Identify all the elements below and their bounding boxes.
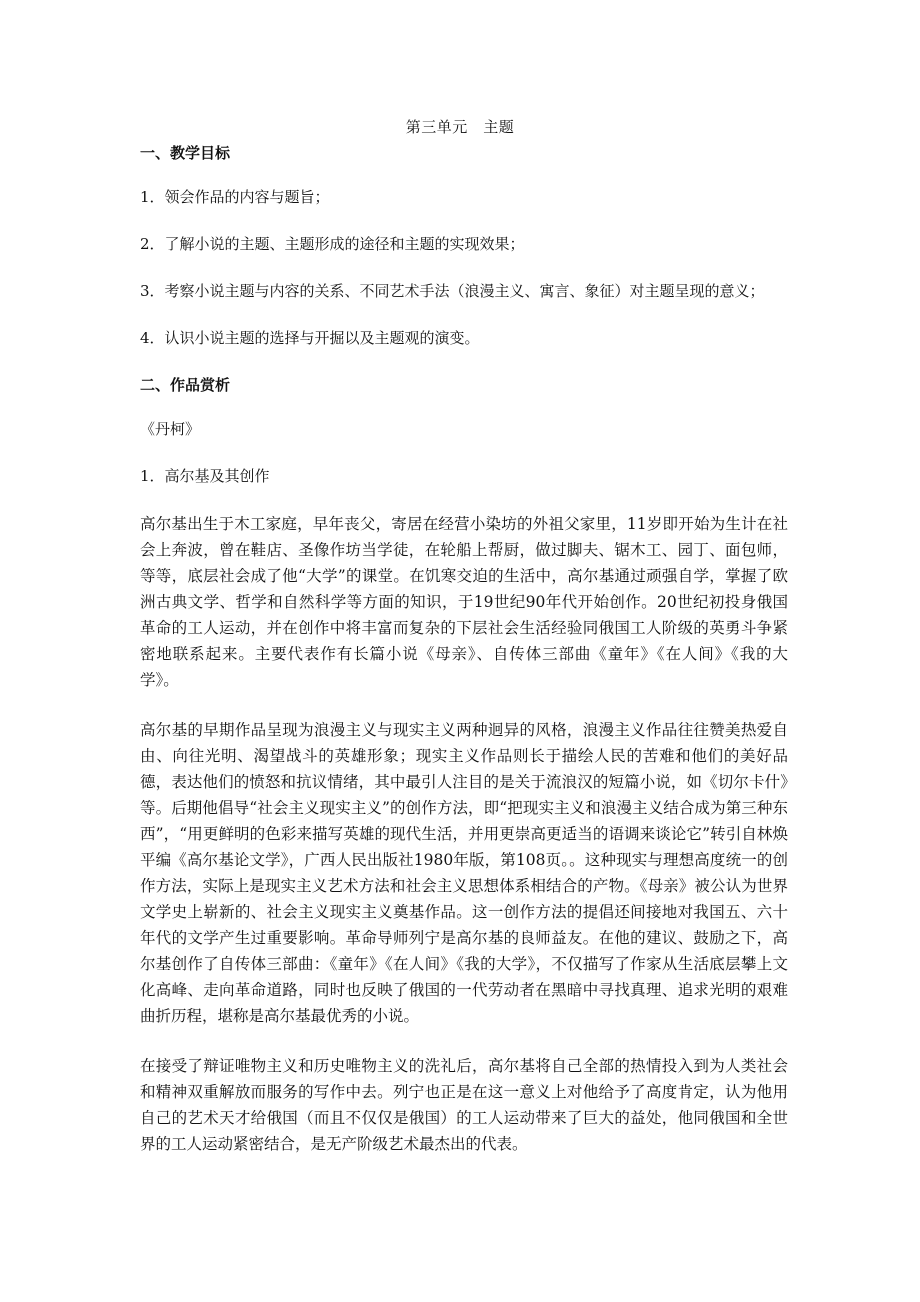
goal-item: 4．认识小说主题的选择与开掘以及主题观的演变。: [140, 329, 480, 347]
document-body: [140, 141, 788, 1181]
body-paragraph: 在接受了辩证唯物主义和历史唯物主义的洗礼后，高尔基将自己全部的热情投入到为人类社会和精神双重解放而服务的写作中去。列宁也正是在这一意义上对他给予了高度肯定，认为他用自己的艺术天才给俄国（而且不仅仅是俄国）的工人运动带来了巨大的益处，他同俄国和全世界的工人运动紧密结合，是无产阶级艺术最杰出的代表。: [140, 1057, 788, 1153]
goal-item: 2．了解小说的主题、主题形成的途径和主题的实现效果；: [140, 235, 525, 253]
goal-item: 1．领会作品的内容与题旨；: [140, 188, 330, 206]
body-paragraph: 高尔基出生于木工家庭，早年丧父，寄居在经营小染坊的外祖父家里，11岁即开始为生计在社会上奔波，曾在鞋店、圣像作坊当学徒，在轮船上帮厨，做过脚夫、锯木工、园丁、面包师，等等，底层社会成了他“大学”的课堂。在饥寒交迫的生活中，高尔基通过顽强自学，掌握了欧洲古典文学、哲学和自然科学等方面的知识，于19世纪90年代开始创作。20世纪初投身俄国革命的工人运动，并在创作中将丰富而复杂的下层社会生活经验同俄国工人阶级的英勇斗争紧密地联系起来。主要代表作有长篇小说《母亲》、自传体三部曲《童年》《在人间》《我的大学》。: [140, 515, 788, 689]
page-title: 第三单元 主题: [405, 118, 515, 136]
body-paragraph: 高尔基的早期作品呈现为浪漫主义与现实主义两种迥异的风格，浪漫主义作品往往赞美热爱自由、向往光明、渴望战斗的英雄形象；现实主义作品则长于描绘人民的苦难和他们的美好品德，表达他们的愤怒和抗议情绪，其中最引人注目的是关于流浪汉的短篇小说，如《切尔卡什》等。后期他倡导“社会主义现实主义”的创作方法，即“把现实主义和浪漫主义结合成为第三种东西”，“用更鲜明的色彩来描写英雄的现代生活，并用更崇高更适当的语调来谈论它”转引自林焕平编《高尔基论文学》，广西人民出版社1980年版，第108页。。这种现实与理想高度统一的创作方法，实际上是现实主义艺术方法和社会主义思想体系相结合的产物。《母亲》被公认为世界文学史上崭新的、社会主义现实主义奠基作品。这一创作方法的提倡还间接地对我国五、六十年代的文学产生过重要影响。革命导师列宁是高尔基的良师益友。在他的建议、鼓励之下，高尔基创作了自传体三部曲：《童年》《在人间》《我的大学》，不仅描写了作家从生活底层攀上文化高峰、走向革命道路，同时也反映了俄国的一代劳动者在黑暗中寻找真理、追求光明的艰难曲折历程，堪称是高尔基最优秀的小说。: [140, 721, 788, 1025]
section-heading-work-analysis: 二、作品赏析: [140, 376, 231, 394]
sub-heading: 1．高尔基及其创作: [140, 467, 270, 485]
goal-item: 3．考察小说主题与内容的关系、不同艺术手法（浪漫主义、寓言、象征）对主题呈现的意义；: [140, 282, 765, 300]
work-title: 《丹柯》: [140, 420, 201, 438]
section-heading-teaching-goals: 一、教学目标: [140, 144, 231, 162]
